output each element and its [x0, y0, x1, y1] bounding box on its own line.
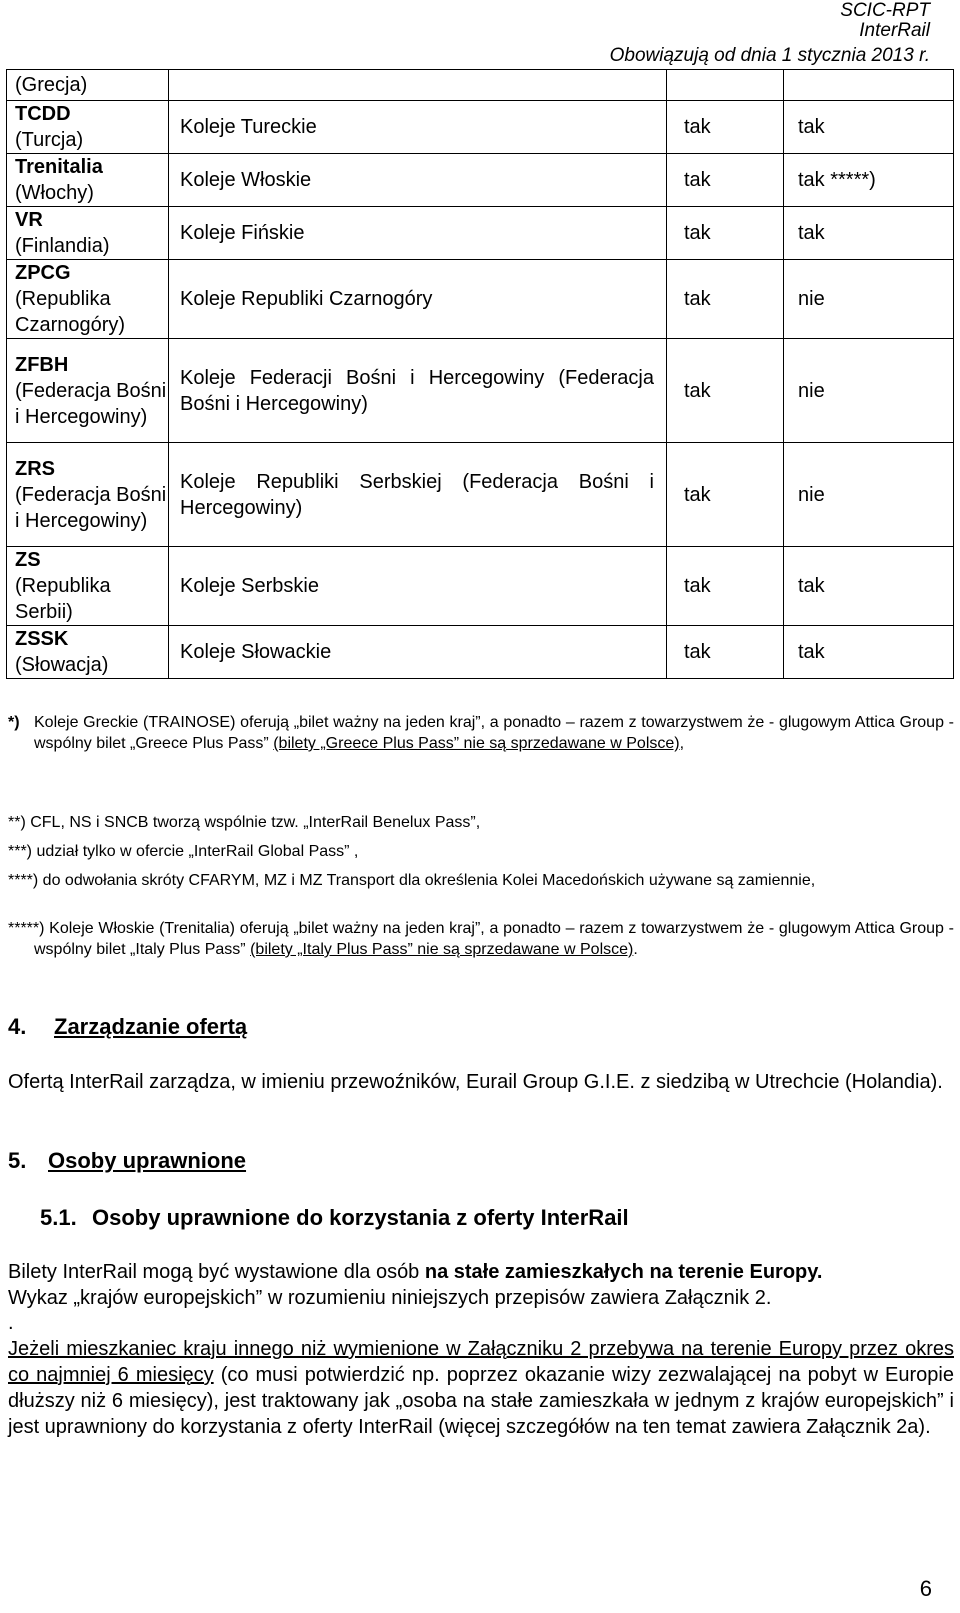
value-cell: tak [667, 443, 784, 547]
value-cell: tak [667, 626, 784, 679]
table-row [7, 443, 954, 547]
footnote-3: ***) udział tylko w ofercie „InterRail Global Pass” , [8, 843, 359, 860]
page-number: 6 [919, 1576, 932, 1601]
value-cell: nie [784, 339, 954, 443]
table-row [7, 154, 954, 207]
footnote-1: *) Koleje Greckie (TRAINOSE) oferują „bilet ważny na jeden kraj”, a ponadto – razem z towarzystwem że - glugowym Attica Group - wspólny bilet „Greece Plus Pass” (bilety „Greece Plus Pass” nie są sprzedawane w Polsce), [8, 714, 954, 752]
value-cell: tak [667, 260, 784, 339]
table-row [7, 70, 954, 101]
subsection-title: Osoby uprawnione do korzystania z oferty InterRail [92, 1205, 629, 1230]
operator-cell: ZPCG (Republika Czarnogóry) [7, 260, 169, 339]
value-cell: tak [667, 101, 784, 154]
table-row [7, 207, 954, 260]
operator-cell: ZRS (Federacja Bośni i Hercegowiny) [7, 443, 169, 547]
value-cell: nie [784, 260, 954, 339]
railway-name: Koleje Federacji Bośni i Hercegowiny (Federacja Bośni i Hercegowiny) [169, 339, 667, 443]
footnote-underlined: (bilety „Italy Plus Pass” nie są sprzedawane w Polsce) [250, 941, 634, 958]
operator-cell: TCDD (Turcja) [7, 101, 169, 154]
railway-name: Koleje Serbskie [169, 547, 667, 626]
value-cell: tak *****) [784, 154, 954, 207]
country-cell: (Grecja) [7, 70, 169, 101]
railway-name: Koleje Republiki Serbskiej (Federacja Bośni i Hercegowiny) [169, 443, 667, 547]
operator-cell: ZFBH (Federacja Bośni i Hercegowiny) [7, 339, 169, 443]
footnote-2: **) CFL, NS i SNCB tworzą wspólnie tzw. „InterRail Benelux Pass”, [8, 814, 481, 831]
table-row [7, 260, 954, 339]
doc-code: SCIC-RPT [840, 0, 930, 21]
value-cell: tak [784, 547, 954, 626]
section-4-number: 4. [8, 1014, 27, 1039]
table-row [7, 547, 954, 626]
value-cell: tak [667, 547, 784, 626]
value-cell: nie [784, 443, 954, 547]
doc-validity: Obowiązują od dnia 1 stycznia 2013 r. [609, 45, 930, 66]
railway-name: Koleje Fińskie [169, 207, 667, 260]
footnote-4: ****) do odwołania skróty CFARYM, MZ i MZ Transport dla określenia Kolei Macedońskich używane są zamiennie, [8, 872, 816, 889]
footnote-mark: *) [8, 714, 20, 731]
paragraph-residence: Jeżeli mieszkaniec kraju innego niż wymienione w Załączniku 2 przebywa na terenie Europy przez okres co najmniej 6 miesięcy (co musi potwierdzić np. poprzez okazanie wizy zezwalającej na pobyt w Europie dłuższy niż 6 miesięcy), jest traktowany jak „osoba na stałe zamieszkała w jednym z krajów europejskich” i jest uprawniony do korzystania z oferty InterRail (więcej szczegółów na ten temat zawiera Załącznik 2a). [8, 1338, 954, 1438]
railway-name: Koleje Słowackie [169, 626, 667, 679]
railway-name: Koleje Republiki Czarnogóry [169, 260, 667, 339]
footnote-5: *****) Koleje Włoskie (Trenitalia) oferują „bilet ważny na jeden kraj”, a ponadto – razem z towarzystwem że - glugowym Attica Group - wspólny bilet „Italy Plus Pass” (bilety „Italy Plus Pass” nie są sprzedawane w Polsce). [8, 920, 954, 958]
operator-cell: ZSSK (Słowacja) [7, 626, 169, 679]
footnote-underlined: (bilety „Greece Plus Pass” nie są sprzedawane w Polsce) [273, 735, 680, 752]
paragraph-eligibility: Bilety InterRail mogą być wystawione dla osób na stałe zamieszkałych na terenie Europy. Wykaz „krajów europejskich” w rozumieniu niniejszych przepisów zawiera Załącznik 2. [8, 1261, 823, 1309]
value-cell: tak [784, 207, 954, 260]
value-cell: tak [667, 207, 784, 260]
operator-cell: Trenitalia (Włochy) [7, 154, 169, 207]
railway-name: Koleje Tureckie [169, 101, 667, 154]
section-4-text: Ofertą InterRail zarządza, w imieniu przewoźników, Eurail Group G.I.E. z siedzibą w Utrechcie (Holandia). [8, 1071, 943, 1093]
value-cell: tak [784, 101, 954, 154]
table-row [7, 339, 954, 443]
table-row [7, 626, 954, 679]
section-4-title: Zarządzanie ofertą [54, 1014, 248, 1039]
table-row [7, 101, 954, 154]
section-5-number: 5. [8, 1148, 27, 1173]
operator-cell: ZS (Republika Serbii) [7, 547, 169, 626]
paragraph-dot: . [8, 1312, 14, 1334]
section-5-title: Osoby uprawnione [48, 1148, 247, 1173]
railway-table [6, 69, 954, 679]
subsection-number: 5.1. [40, 1205, 77, 1230]
value-cell: tak [667, 154, 784, 207]
railway-name: Koleje Włoskie [169, 154, 667, 207]
value-cell: tak [784, 626, 954, 679]
value-cell: tak [667, 339, 784, 443]
operator-cell: VR (Finlandia) [7, 207, 169, 260]
doc-product: InterRail [859, 20, 930, 41]
